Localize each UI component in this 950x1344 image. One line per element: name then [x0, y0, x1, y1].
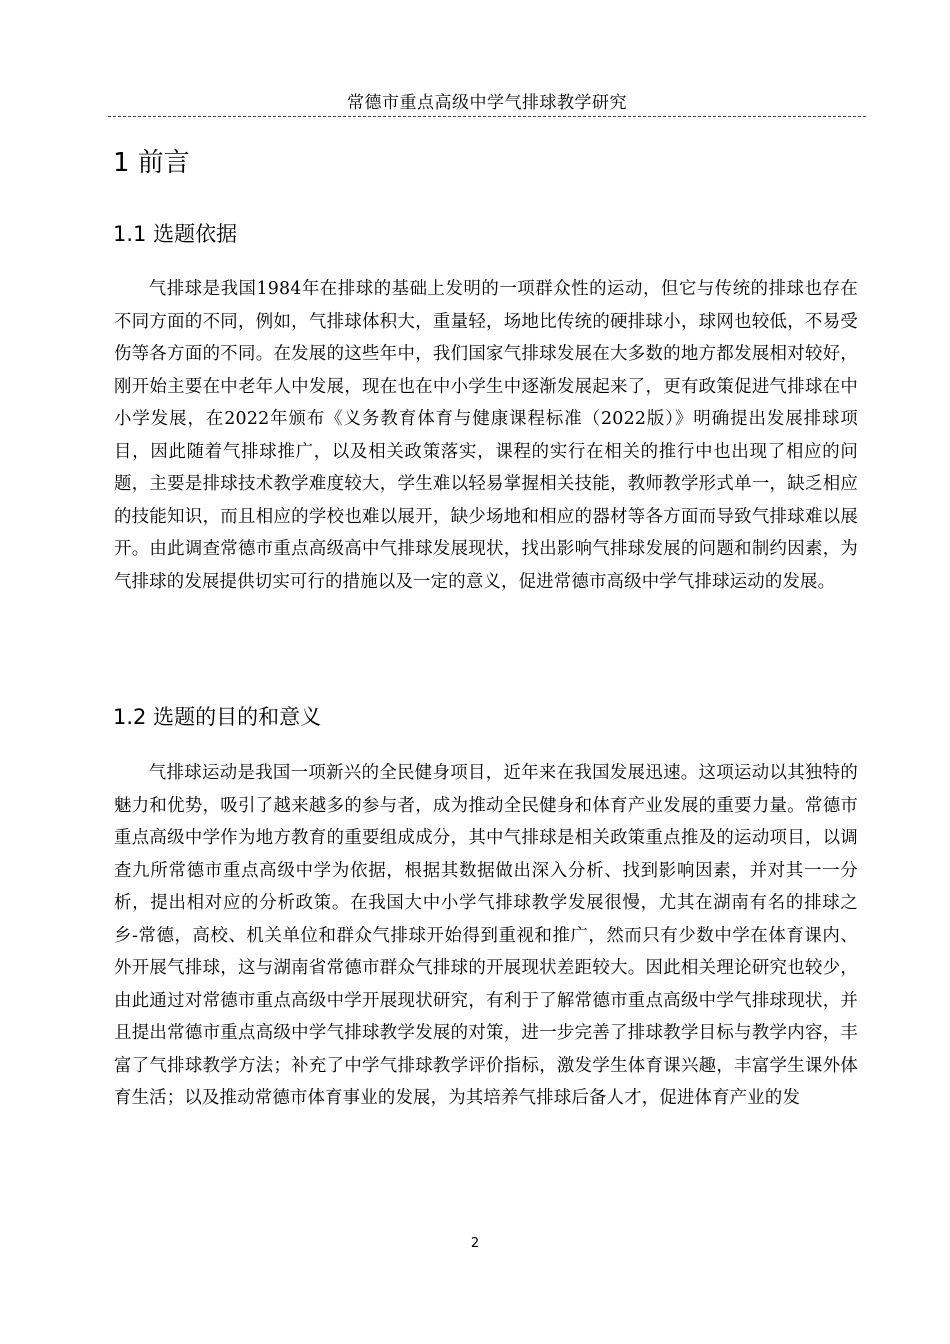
running-header: 常德市重点高级中学气排球教学研究	[347, 93, 627, 113]
body-paragraph: 气排球运动是我国一项新兴的全民健身项目，近年来在我国发展迅速。这项运动以其独特的魅力和优势，吸引了越来越多的参与者，成为推动全民健身和体育产业发展的重要力量。常德市重点高级中学作为地方教育的重要组成成分，其中气排球是相关政策重点推及的运动项目，以调查九所常德市重点高级中学为依据，根据其数据做出深入分析、找到影响因素，并对其一一分析，提出相对应的分析政策。在我国大中小学气排球教学发展很慢，尤其在湖南有名的排球之乡-常德，高校、机关单位和群众气排球开始得到重视和推广，然而只有少数中学在体育课内、外开展气排球，这与湖南省常德市群众气排球的开展现状差距较大。因此相关理论研究也较少，由此通过对常德市重点高级中学开展现状研究，有利于了解常德市重点高级中学气排球现状，并且提出常德市重点高级中学气排球教学发展的对策，进一步完善了排球教学目标与教学内容，丰富了气排球教学方法；补充了中学气排球教学评价指标，激发学生体育课兴趣，丰富学生课外体育生活；以及推动常德市体育事业的发展，为其培养气排球后备人才，促进体育产业的发	[114, 763, 858, 1108]
section-heading: 1.1 选题依据	[113, 222, 238, 246]
header-divider	[108, 116, 866, 117]
body-paragraph: 气排球是我国1984年在排球的基础上发明的一项群众性的运动，但它与传统的排球也存在不同方面的不同，例如，气排球体积大，重量轻，场地比传统的硬排球小，球网也较低，不易受伤等各方面的不同。在发展的这些年中，我们国家气排球发展在大多数的地方都发展相对较好，刚开始主要在中老年人中发展，现在也在中小学生中逐渐发展起来了，更有政策促进气排球在中小学发展，在2022年颁布《义务教育体育与健康课程标准（2022版）》明确提出发展排球项目，因此随着气排球推广，以及相关政策落实，课程的实行在相关的推行中也出现了相应的问题，主要是排球技术教学难度较大，学生难以轻易掌握相关技能，教师教学形式单一，缺乏相应的技能知识，而且相应的学校也难以展开，缺少场地和相应的器材等各方面而导致气排球难以展开。由此调查常德市重点高级高中气排球发展现状，找出影响气排球发展的问题和制约因素，为气排球的发展提供切实可行的措施以及一定的意义，促进常德市高级中学气排球运动的发展。	[114, 279, 858, 592]
chapter-heading: 1 前言	[113, 148, 190, 178]
section-heading: 1.2 选题的目的和意义	[113, 705, 322, 729]
page-number: 2	[470, 1236, 480, 1251]
